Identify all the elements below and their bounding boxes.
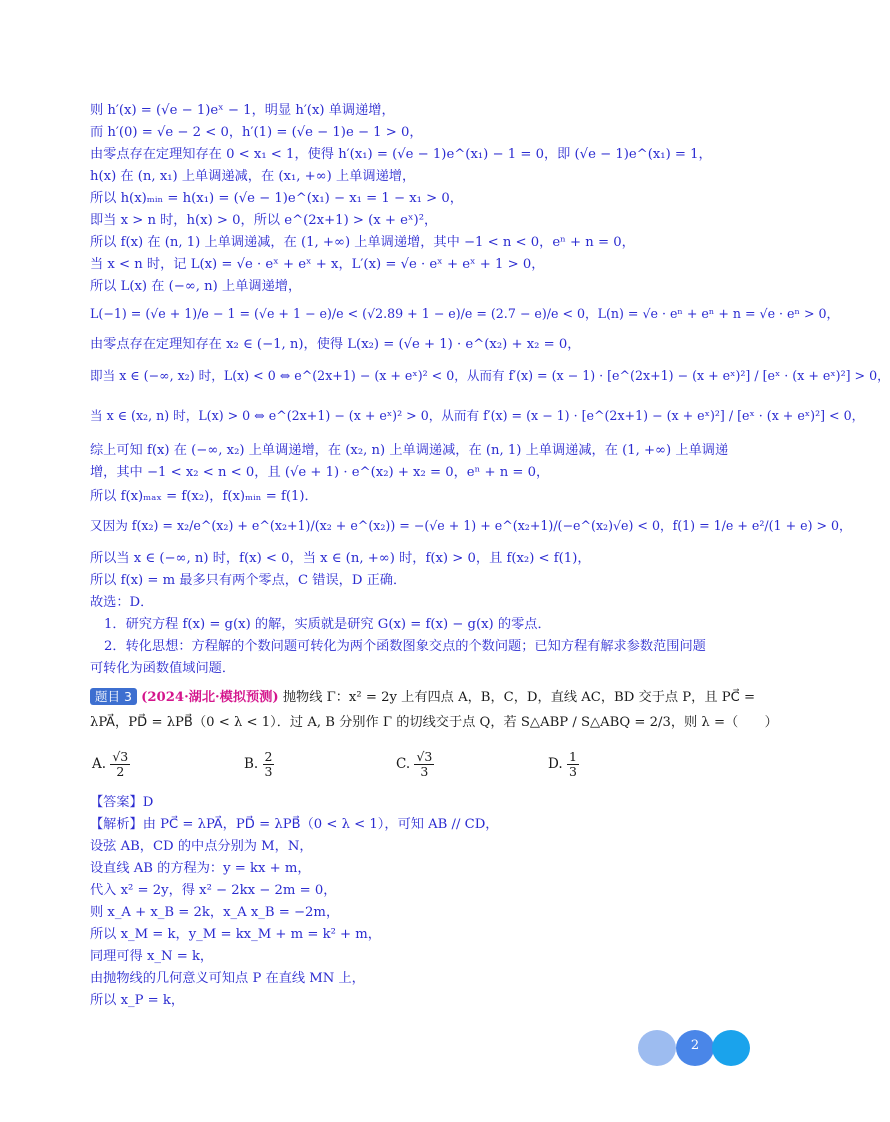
solution-line: 即当 x > n 时，h(x) > 0，所以 e^(2x+1) > (x + eˣ)²，: [90, 213, 438, 228]
page-number: 2: [690, 1038, 700, 1053]
solution-line: 所以 f(x)ₘₐₓ = f(x₂)，f(x)ₘᵢₙ = f(1)．: [90, 489, 318, 504]
solution-line: 故选：D．: [90, 595, 154, 610]
solution-line: 设弦 AB，CD 的中点分别为 M，N，: [90, 839, 313, 854]
note-line: 2．转化思想：方程解的个数问题可转化为两个函数图象交点的个数问题；已知方程有解求参数范围问题: [104, 639, 706, 654]
solution-line: 所以当 x ∈ (−∞, n) 时，f(x) < 0，当 x ∈ (n, +∞) 时，f(x) > 0，且 f(x₂) < f(1)，: [90, 551, 591, 566]
solution-line: 而 h′(0) = √e − 2 < 0，h′(1) = (√e − 1)e − 1 > 0，: [90, 125, 423, 140]
question-text-1: 抛物线 Γ：x² = 2y 上有四点 A，B，C，D，直线 AC，BD 交于点 P，且 PC⃗ =: [282, 690, 756, 705]
option-a[interactable]: A. $\frac{√3}{2}$: [92, 749, 129, 779]
solution-line: 由零点存在定理知存在 x₂ ∈ (−1, n)，使得 L(x₂) = (√e + 1) · e^(x₂) + x₂ = 0，: [90, 337, 581, 352]
solution-line: h(x) 在 (n, x₁) 上单调递减，在 (x₁, +∞) 上单调递增，: [90, 169, 416, 184]
solution-line: 当 x ∈ (x₂, n) 时，L(x) > 0 ⇔ e^(2x+1) − (x + eˣ)² > 0，从而有 f′(x) = (x − 1) · [e^(2x+1) − (x + eˣ)²] / [eˣ · (x + eˣ)²] < 0，: [90, 408, 865, 423]
solution-line: 即当 x ∈ (−∞, x₂) 时，L(x) < 0 ⇔ e^(2x+1) − (x + eˣ)² < 0，从而有 f′(x) = (x − 1) · [e^(2x+1) − (x + eˣ)²] / [eˣ · (x + eˣ)²] > 0，: [90, 368, 890, 383]
solution-line: 所以 x_M = k，y_M = kx_M + m = k² + m，: [90, 927, 381, 942]
solution-line: 由零点存在定理知存在 0 < x₁ < 1，使得 h′(x₁) = (√e − 1)e^(x₁) − 1 = 0，即 (√e − 1)e^(x₁) = 1，: [90, 147, 712, 162]
solution-line: 又因为 f(x₂) = x₂/e^(x₂) + e^(x₂+1)/(x₂ + e^(x₂)) = −(√e + 1) + e^(x₂+1)/(−e^(x₂)√e) < 0，f(1) = 1/e + e²/(1 + e) > 0，: [90, 518, 852, 533]
question-source: (2024·湖北·模拟预测): [141, 690, 279, 705]
answer-line: 【答案】D: [90, 795, 154, 810]
solution-line: 代入 x² = 2y，得 x² − 2kx − 2m = 0，: [90, 883, 337, 898]
page-deco-circle-right: [712, 1030, 750, 1066]
solution-line: 所以 h(x)ₘᵢₙ = h(x₁) = (√e − 1)e^(x₁) − x₁ = 1 − x₁ > 0，: [90, 191, 463, 206]
question-line-1: [90, 688, 756, 707]
solution-line: 【解析】由 PC⃗ = λPA⃗，PD⃗ = λPB⃗（0 < λ < 1），可知 AB // CD，: [90, 817, 499, 832]
option-c[interactable]: C. $\frac{√3}{3}$: [396, 749, 433, 779]
solution-line: 所以 f(x) = m 最多只有两个零点，C 错误，D 正确．: [90, 573, 407, 588]
solution-line: 所以 x_P = k，: [90, 993, 185, 1008]
option-b[interactable]: B. $\frac{2}{3}$: [244, 749, 273, 779]
solution-line: 增，其中 −1 < x₂ < n < 0，且 (√e + 1) · e^(x₂) + x₂ = 0，eⁿ + n = 0，: [90, 465, 550, 480]
solution-line: 当 x < n 时，记 L(x) = √e · eˣ + eˣ + x，L′(x) = √e · eˣ + eˣ + 1 > 0，: [90, 257, 545, 272]
note-line: 1．研究方程 f(x) = g(x) 的解，实质就是研究 G(x) = f(x) − g(x) 的零点．: [104, 617, 551, 632]
option-d[interactable]: D. $\frac{1}{3}$: [548, 749, 577, 779]
solution-line: 则 x_A + x_B = 2k，x_A x_B = −2m，: [90, 905, 340, 920]
solution-line: 由抛物线的几何意义可知点 P 在直线 MN 上，: [90, 971, 365, 986]
option-a-fraction: $\frac{√3}{2}$: [112, 749, 129, 779]
solution-line: 所以 L(x) 在 (−∞, n) 上单调递增，: [90, 279, 302, 294]
solution-line: 所以 f(x) 在 (n, 1) 上单调递减，在 (1, +∞) 上单调递增，其中 −1 < n < 0，eⁿ + n = 0，: [90, 235, 635, 250]
solution-line: 综上可知 f(x) 在 (−∞, x₂) 上单调递增，在 (x₂, n) 上单调递减，在 (n, 1) 上单调递减，在 (1, +∞) 上单调递: [90, 443, 729, 458]
option-d-fraction: $\frac{1}{3}$: [568, 749, 577, 779]
solution-line: 同理可得 x_N = k，: [90, 949, 214, 964]
solution-line: 设直线 AB 的方程为：y = kx + m，: [90, 861, 311, 876]
question-line-2: λPA⃗，PD⃗ = λPB⃗（0 < λ < 1）．过 A, B 分别作 Γ 的切线交于点 Q，若 S△ABP / S△ABQ = 2/3，则 λ =（ ）: [90, 715, 778, 730]
solution-line: L(−1) = (√e + 1)/e − 1 = (√e + 1 − e)/e < (√2.89 + 1 − e)/e = (2.7 − e)/e < 0，L(n) = √e · eⁿ + eⁿ + n = √e · eⁿ > 0，: [90, 306, 840, 321]
option-b-fraction: $\frac{2}{3}$: [264, 749, 273, 779]
solution-line: 则 h′(x) = (√e − 1)eˣ − 1，明显 h′(x) 单调递增，: [90, 103, 395, 118]
question-tag: 题目 3: [90, 688, 137, 705]
note-line: 可转化为函数值域问题．: [90, 661, 236, 676]
page-deco-circle-left: [638, 1030, 676, 1066]
option-c-fraction: $\frac{√3}{3}$: [416, 749, 433, 779]
